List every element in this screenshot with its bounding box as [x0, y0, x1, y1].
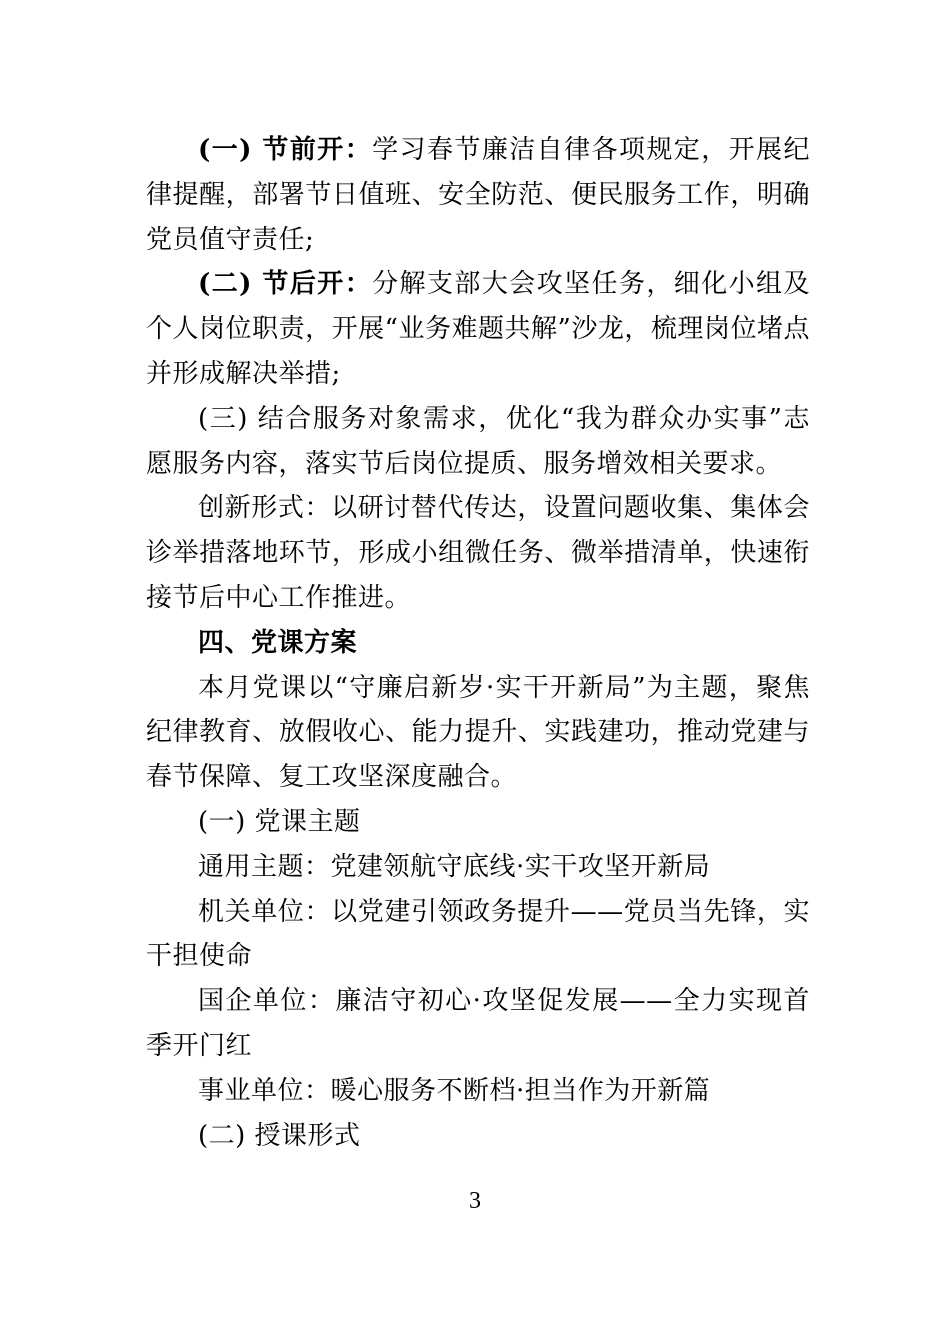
paragraph-service: (三) 结合服务对象需求，优化“我为群众办实事”志愿服务内容，落实节后岗位提质、服务增效相关要求。 [146, 403, 810, 479]
paragraph-post-holiday [146, 262, 810, 396]
paragraph-lead: (二) 节后开： [198, 269, 373, 300]
section-heading: 四、党课方案 [198, 627, 358, 658]
document-body [146, 128, 810, 1158]
paragraph-text: 分解支部大会攻坚任务，细化小组及个人岗位职责，开展“业务难题共解”沙龙，梳理岗位堵点并形成解决举措; [146, 269, 810, 389]
topic-public-institution: 事业单位：暖心服务不断档·担当作为开新篇 [198, 1075, 711, 1106]
topic-state-enterprise: 国企单位：廉洁守初心·攻坚促发展——全力实现首季开门红 [146, 986, 810, 1061]
topic-government: 机关单位：以党建引领政务提升——党员当先锋，实干担使命 [146, 896, 810, 972]
page-number: 3 [469, 1188, 481, 1214]
subsection-heading-theme: (一) 党课主题 [198, 806, 361, 837]
paragraph-pre-holiday [146, 128, 810, 262]
paragraph-text: 学习春节廉洁自律各项规定，开展纪律提醒，部署节日值班、安全防范、便民服务工作，明确党员值守责任; [146, 135, 810, 255]
paragraph-lead: (一) 节前开： [198, 135, 373, 165]
section-intro: 本月党课以“守廉启新岁·实干开新局”为主题，聚焦纪律教育、放假收心、能力提升、实践建功，推动党建与春节保障、复工攻坚深度融合。 [146, 672, 810, 793]
paragraph-innovation: 创新形式：以研讨替代传达，设置问题收集、集体会诊举措落地环节，形成小组微任务、微举措清单，快速衔接节后中心工作推进。 [146, 493, 810, 613]
topic-general: 通用主题：党建领航守底线·实干攻坚开新局 [198, 851, 711, 882]
subsection-heading-format: (二) 授课形式 [198, 1120, 361, 1151]
